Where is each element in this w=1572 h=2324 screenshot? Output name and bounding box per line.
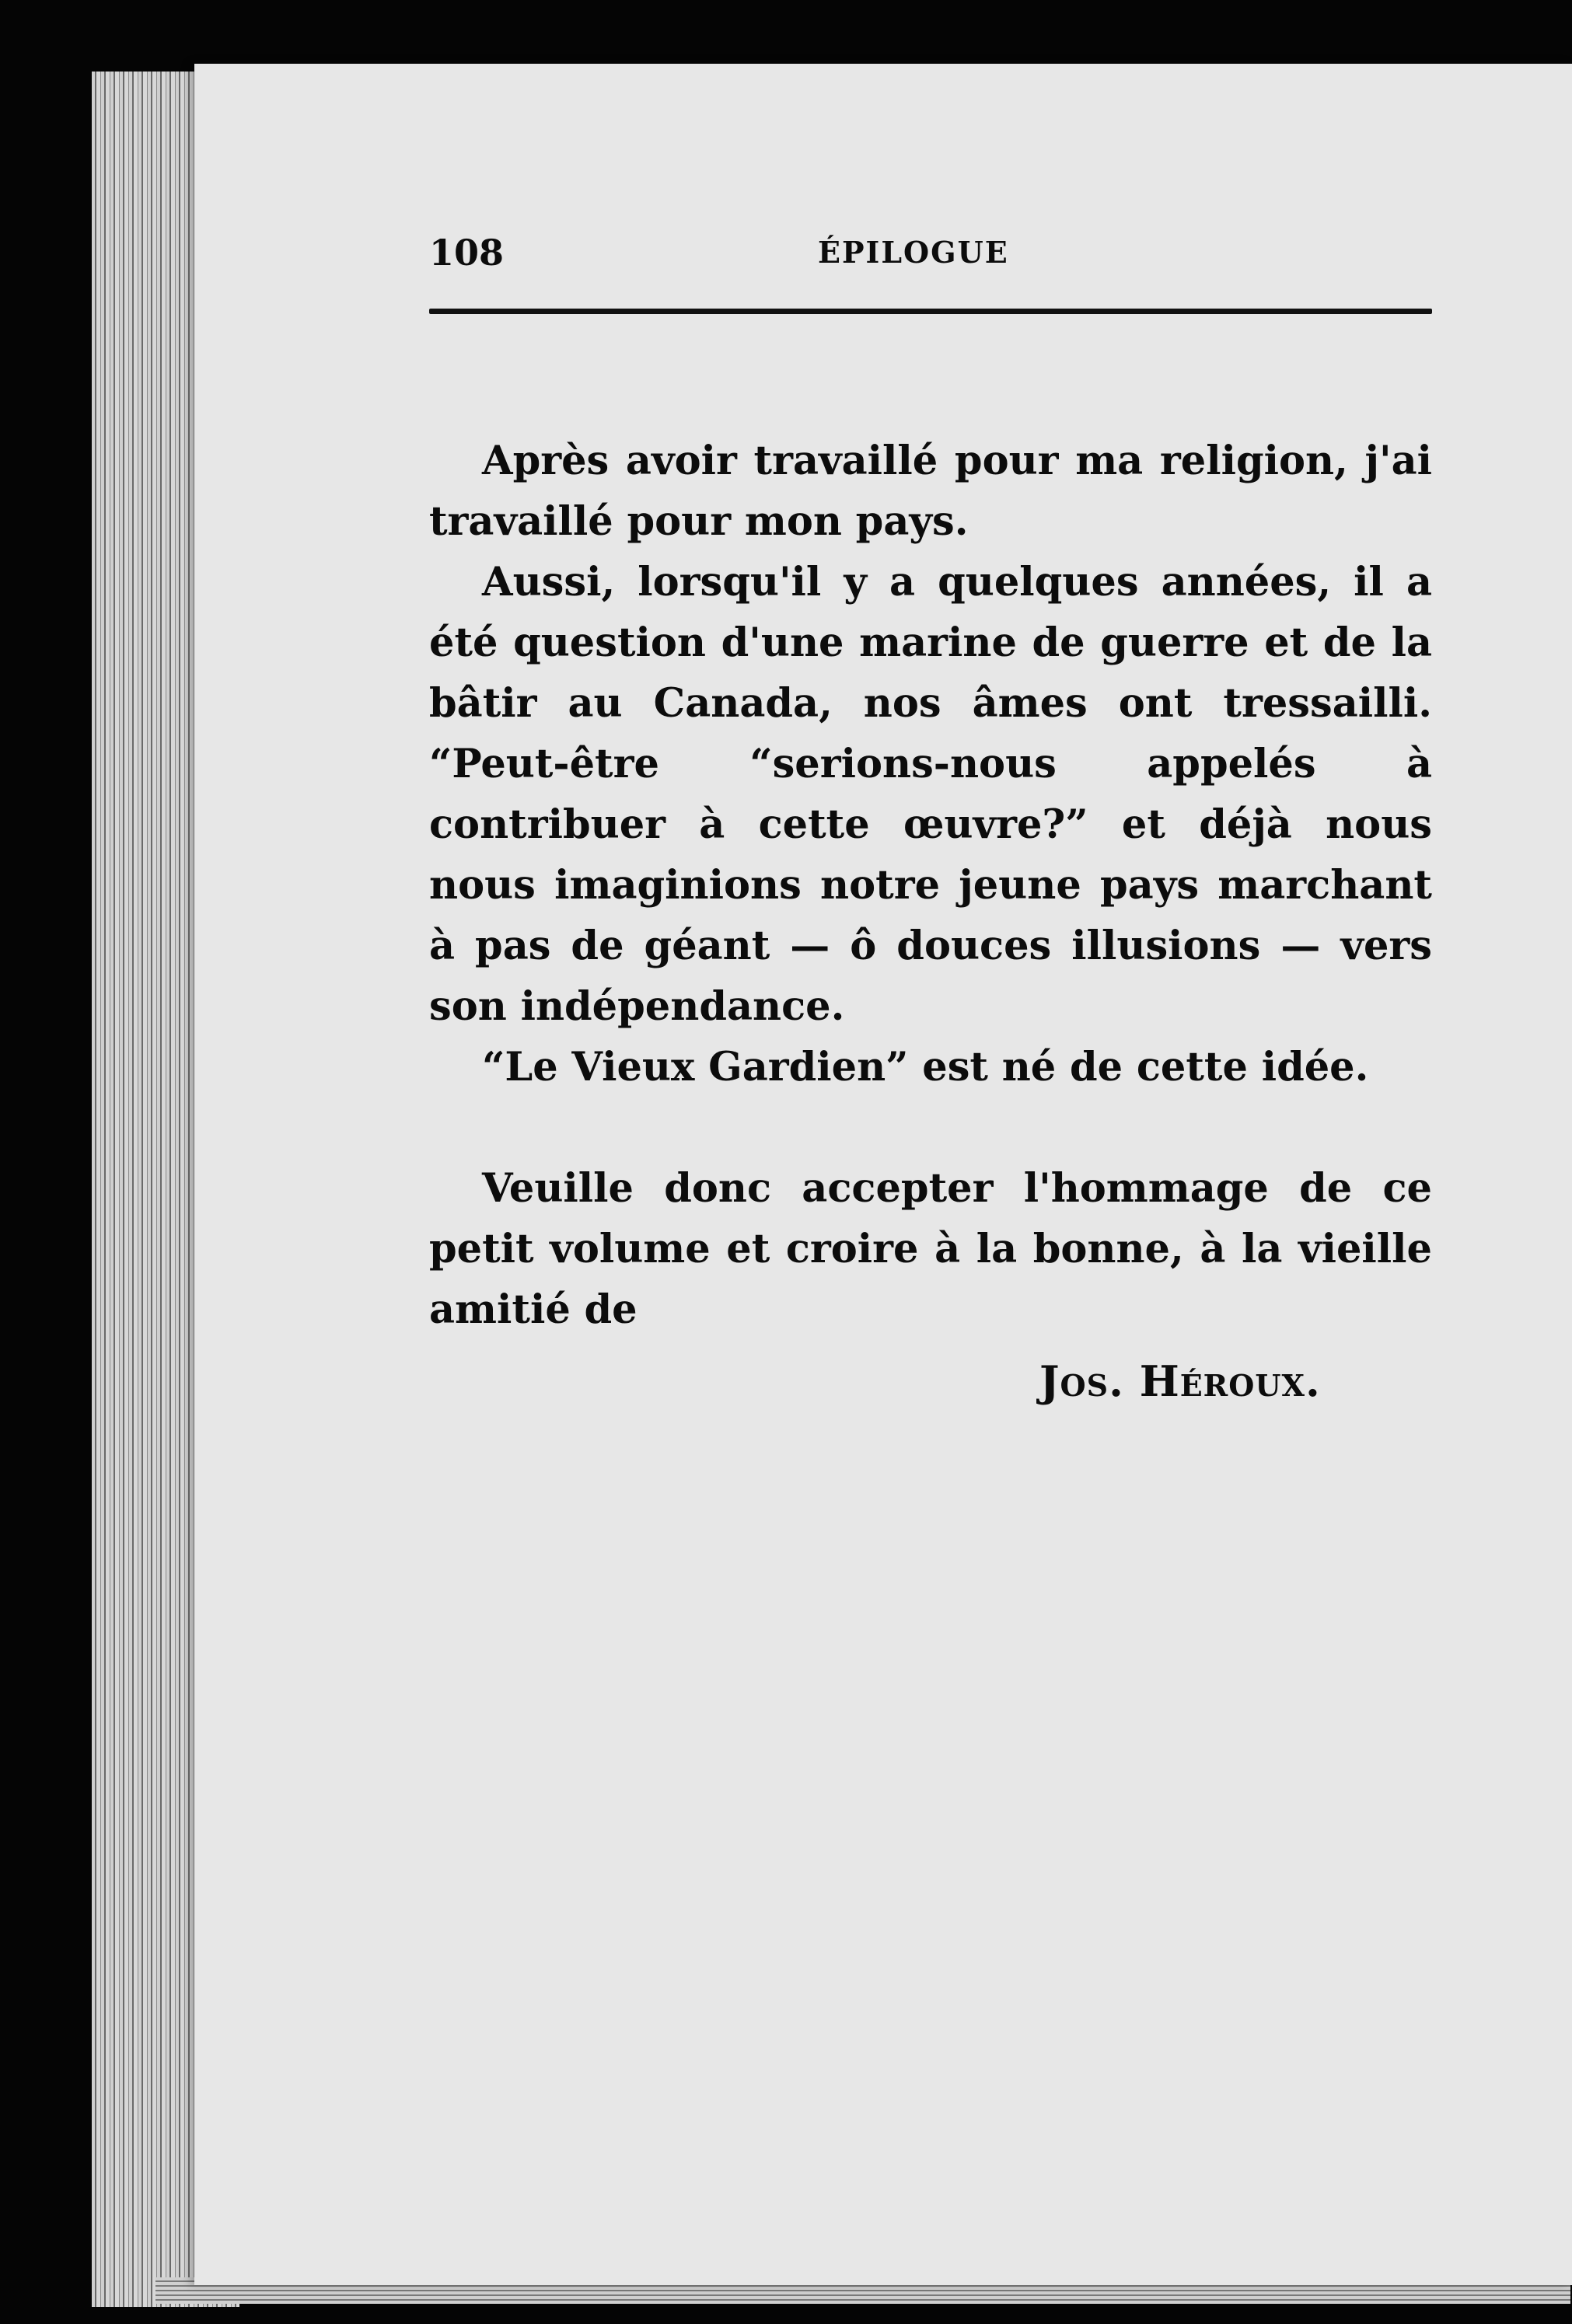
book-page xyxy=(194,64,1572,2285)
signature: Jos. Héroux. xyxy=(1039,1356,1321,1406)
paragraph-4: Veuille donc accepter l'hommage de ce petit volume et croire à la bonne, à la vieille amitié de xyxy=(429,1165,1432,1333)
paragraph-3: “Le Vieux Gardien” est né de cette idée. xyxy=(482,1044,1369,1090)
running-title: ÉPILOGUE xyxy=(818,235,1009,270)
paragraph-spacer xyxy=(429,1097,1432,1158)
paragraph-2: Aussi, lorsqu'il y a quelques années, il a été question d'une marine de guerre et de la bâtir au Canada, nos âmes ont tressailli. “Peut-être “serions-nous appelés à contribuer à cette œuvre?” et déjà nous nous imaginions notre jeune pays marchant à pas de géant — ô douces illusions — vers son indépendance. xyxy=(429,559,1432,1030)
page-number: 108 xyxy=(429,232,505,274)
header-rule xyxy=(429,309,1432,314)
running-head xyxy=(429,225,1463,280)
page-content xyxy=(429,64,1463,2285)
body-text xyxy=(429,431,1432,1340)
paragraph-1: Après avoir travaillé pour ma religion, j'ai travaillé pour mon pays. xyxy=(429,438,1432,545)
